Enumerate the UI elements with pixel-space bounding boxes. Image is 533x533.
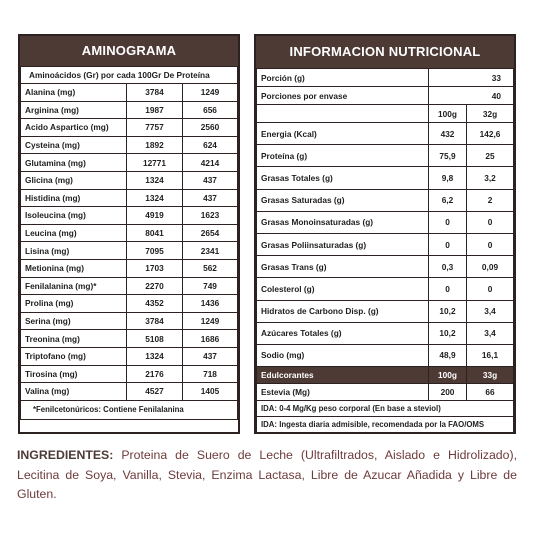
nutrient-name: Grasas Poliinsaturadas (g): [257, 233, 429, 255]
amino-value-100: 7757: [127, 119, 183, 137]
amino-name: Isoleucina (mg): [21, 207, 127, 225]
amino-footnote-row: [21, 400, 238, 419]
nutrient-name: Energia (Kcal): [257, 123, 429, 145]
nutrient-value-100g: 0: [429, 278, 467, 300]
ingredients-label: INGREDIENTES:: [17, 448, 114, 462]
nutrition-row: [257, 233, 514, 255]
amino-name: Treonina (mg): [21, 330, 127, 348]
amino-name: Triptofano (mg): [21, 347, 127, 365]
nutrient-value-100g: 48,9: [429, 344, 467, 366]
nutrient-value-serving: 142,6: [467, 123, 514, 145]
nutrient-value-serving: 0: [467, 211, 514, 233]
nutrient-value-serving: 2: [467, 189, 514, 211]
ida-note-row-1: [257, 401, 514, 417]
amino-value-serving: 562: [183, 259, 238, 277]
amino-value-serving: 1686: [183, 330, 238, 348]
amino-row: [21, 347, 238, 365]
unit-col1: 100g: [429, 105, 467, 123]
amino-value-100: 1324: [127, 347, 183, 365]
amino-value-serving: 2341: [183, 242, 238, 260]
nutrition-row: [257, 322, 514, 344]
nutrition-row: [257, 211, 514, 233]
ida-note-1: IDA: 0-4 Mg/Kg peso corporal (En base a steviol): [257, 401, 514, 417]
amino-value-serving: 656: [183, 101, 238, 119]
nutrient-value-serving: 0,09: [467, 256, 514, 278]
unit-header-row: [257, 105, 514, 123]
amino-value-serving: 749: [183, 277, 238, 295]
amino-value-100: 12771: [127, 154, 183, 172]
portion-value: 33: [429, 69, 514, 87]
nutrition-row: [257, 300, 514, 322]
nutrient-value-serving: 16,1: [467, 344, 514, 366]
amino-name: Fenilalanina (mg)*: [21, 277, 127, 295]
amino-value-serving: 2654: [183, 224, 238, 242]
amino-row: [21, 189, 238, 207]
amino-value-100: 8041: [127, 224, 183, 242]
servings-row: [257, 87, 514, 105]
amino-row: [21, 154, 238, 172]
ida-note-row-2: [257, 417, 514, 433]
amino-row: [21, 119, 238, 137]
amino-value-serving: 1436: [183, 295, 238, 313]
nutrient-value-100g: 432: [429, 123, 467, 145]
aminograma-panel: [18, 34, 240, 434]
nutrition-panel: [254, 34, 516, 434]
nutrient-value-100g: 0: [429, 211, 467, 233]
amino-name: Cysteina (mg): [21, 136, 127, 154]
amino-value-100: 3784: [127, 84, 183, 102]
nutrient-name: Azúcares Totales (g): [257, 322, 429, 344]
amino-value-100: 1324: [127, 189, 183, 207]
stevia-v1: 200: [429, 384, 467, 401]
nutrient-value-100g: 10,2: [429, 322, 467, 344]
nutrient-value-serving: 0: [467, 278, 514, 300]
amino-value-serving: 1249: [183, 312, 238, 330]
amino-value-100: 4919: [127, 207, 183, 225]
nutrition-title: INFORMACION NUTRICIONAL: [256, 36, 514, 68]
amino-row: [21, 136, 238, 154]
edulcorantes-v1: 100g: [429, 367, 467, 384]
amino-value-serving: 4214: [183, 154, 238, 172]
amino-name: Serina (mg): [21, 312, 127, 330]
servings-label: Porciones por envase: [257, 87, 429, 105]
nutrient-value-100g: 0: [429, 233, 467, 255]
amino-row: [21, 277, 238, 295]
amino-row: [21, 171, 238, 189]
amino-name: Acido Aspartico (mg): [21, 119, 127, 137]
amino-name: Tirosina (mg): [21, 365, 127, 383]
nutrition-row: [257, 344, 514, 366]
amino-value-serving: 437: [183, 171, 238, 189]
ingredients-text: Proteina de Suero de Leche (Ultrafiltrados, Aislado e Hidrolizado), Lecitina de Soya, Vanilla, Stevia, Enzima Lactasa, Libre de Azucar Añadida y Libre de Gluten.: [17, 448, 517, 501]
aminograma-table: [20, 66, 238, 420]
amino-value-serving: 1249: [183, 84, 238, 102]
nutrient-value-100g: 0,3: [429, 256, 467, 278]
amino-value-serving: 624: [183, 136, 238, 154]
nutrient-name: Proteína (g): [257, 145, 429, 167]
nutrient-name: Sodio (mg): [257, 344, 429, 366]
servings-value: 40: [429, 87, 514, 105]
amino-value-100: 1703: [127, 259, 183, 277]
amino-row: [21, 330, 238, 348]
portion-label: Porción (g): [257, 69, 429, 87]
nutrient-name: Grasas Saturadas (g): [257, 189, 429, 211]
nutrient-name: Colesterol (g): [257, 278, 429, 300]
nutrient-value-100g: 10,2: [429, 300, 467, 322]
unit-col2: 32g: [467, 105, 514, 123]
amino-name: Histidina (mg): [21, 189, 127, 207]
edulcorantes-row: [257, 367, 514, 384]
amino-value-100: 1324: [127, 171, 183, 189]
amino-row: [21, 242, 238, 260]
ingredients-paragraph: [17, 446, 517, 505]
edulcorantes-label: Edulcorantes: [257, 367, 429, 384]
nutrient-value-serving: 3,2: [467, 167, 514, 189]
amino-value-100: 2176: [127, 365, 183, 383]
nutrition-row: [257, 145, 514, 167]
stevia-label: Estevia (Mg): [257, 384, 429, 401]
amino-value-100: 4527: [127, 383, 183, 401]
amino-value-100: 7095: [127, 242, 183, 260]
nutrition-row: [257, 167, 514, 189]
amino-row: [21, 383, 238, 401]
amino-name: Leucina (mg): [21, 224, 127, 242]
amino-row: [21, 295, 238, 313]
nutrient-value-serving: 3,4: [467, 322, 514, 344]
amino-value-100: 5108: [127, 330, 183, 348]
amino-footnote: *Fenilcetonúricos: Contiene Fenilalanina: [21, 400, 238, 419]
nutrient-name: Grasas Trans (g): [257, 256, 429, 278]
amino-value-100: 4352: [127, 295, 183, 313]
amino-row: [21, 224, 238, 242]
amino-value-serving: 718: [183, 365, 238, 383]
amino-name: Prolina (mg): [21, 295, 127, 313]
amino-name: Metionina (mg): [21, 259, 127, 277]
nutrient-name: Hidratos de Carbono Disp. (g): [257, 300, 429, 322]
nutrition-table: [256, 68, 514, 433]
aminograma-subtitle: Aminoácidos (Gr) por cada 100Gr De Proteína: [21, 67, 238, 84]
nutrition-row: [257, 278, 514, 300]
stevia-v2: 66: [467, 384, 514, 401]
amino-value-100: 1987: [127, 101, 183, 119]
amino-name: Arginina (mg): [21, 101, 127, 119]
amino-name: Valina (mg): [21, 383, 127, 401]
amino-row: [21, 312, 238, 330]
unit-header-blank: [257, 105, 429, 123]
edulcorantes-v2: 33g: [467, 367, 514, 384]
nutrient-value-serving: 0: [467, 233, 514, 255]
amino-name: Lisina (mg): [21, 242, 127, 260]
nutrient-value-serving: 3,4: [467, 300, 514, 322]
nutrient-name: Grasas Monoinsaturadas (g): [257, 211, 429, 233]
amino-value-serving: 437: [183, 189, 238, 207]
nutrition-row: [257, 189, 514, 211]
nutrient-value-serving: 25: [467, 145, 514, 167]
amino-value-serving: 1405: [183, 383, 238, 401]
amino-name: Glicina (mg): [21, 171, 127, 189]
nutrition-row: [257, 256, 514, 278]
amino-value-100: 1892: [127, 136, 183, 154]
amino-row: [21, 207, 238, 225]
amino-name: Glutamina (mg): [21, 154, 127, 172]
aminograma-subtitle-row: [21, 67, 238, 84]
amino-value-serving: 1623: [183, 207, 238, 225]
amino-value-100: 3784: [127, 312, 183, 330]
nutrient-name: Grasas Totales (g): [257, 167, 429, 189]
nutrient-value-100g: 75,9: [429, 145, 467, 167]
portion-row: [257, 69, 514, 87]
amino-value-100: 2270: [127, 277, 183, 295]
amino-row: [21, 365, 238, 383]
aminograma-title: AMINOGRAMA: [20, 36, 238, 66]
amino-row: [21, 101, 238, 119]
nutrition-row: [257, 123, 514, 145]
stevia-row: [257, 384, 514, 401]
nutrient-value-100g: 9,8: [429, 167, 467, 189]
nutrient-value-100g: 6,2: [429, 189, 467, 211]
ida-note-2: IDA: Ingesta diaria admisible, recomendada por la FAO/OMS: [257, 417, 514, 433]
amino-value-serving: 437: [183, 347, 238, 365]
amino-name: Alanina (mg): [21, 84, 127, 102]
amino-row: [21, 84, 238, 102]
amino-row: [21, 259, 238, 277]
amino-value-serving: 2560: [183, 119, 238, 137]
